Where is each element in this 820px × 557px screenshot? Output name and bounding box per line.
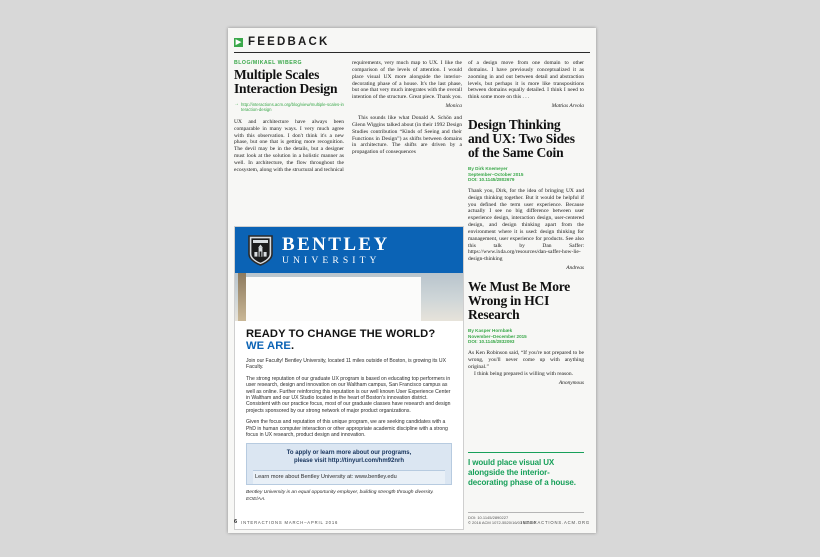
- pullquote-block: [468, 452, 584, 489]
- advertisement-bentley[interactable]: [234, 226, 464, 530]
- letter-body: This sounds like what Donald A. Schön and Glenn Wiggins talked about (in their 1992 Design Studies contribution “Kinds of Seeing and their Functions in Design”) as shifts between domains in architecture. The shifts are driven by a propagation of consequences: [352, 115, 462, 156]
- column-three: [468, 60, 584, 386]
- ad-headline-secondary: [246, 340, 452, 352]
- ad-headline-primary: READY TO CHANGE THE WORLD?: [246, 328, 436, 340]
- byline-author: By Kasper Hornbæk: [468, 328, 513, 334]
- byline-doi: DOI: 10.1145/2832093: [468, 339, 515, 345]
- page-title: FEEDBACK: [248, 36, 330, 48]
- article-link[interactable]: [234, 102, 344, 113]
- ad-logo-band: [235, 227, 463, 273]
- ad-copy: [235, 321, 463, 503]
- ad-wordmark: [282, 235, 390, 266]
- byline-doi: DOI: 10.1145/2802679: [468, 177, 515, 183]
- bentley-shield-icon: [248, 235, 273, 266]
- folio: [234, 519, 338, 525]
- footer-right-text: INTERACTIONS.ACM.ORG: [520, 519, 590, 525]
- letter-signature: Monica: [445, 103, 462, 110]
- ad-cta-subtext: Learn more about Bentley University at: www.bentley.edu: [253, 470, 445, 484]
- letter-signature: Mattias Arvola: [551, 103, 584, 110]
- article-headline: Multiple Scales Interaction Design: [234, 67, 338, 96]
- column-one: [234, 60, 344, 174]
- byline-date: November–December 2015: [468, 333, 527, 339]
- letter-signature: Anonymous: [558, 380, 584, 387]
- article-headline: Design Thinking and UX: Two Sides of the Same Coin: [468, 117, 575, 161]
- article-byline: [468, 328, 584, 345]
- section-masthead: [234, 36, 590, 53]
- ad-cta-line-1: To apply or learn more about our programs,: [286, 450, 412, 457]
- letter-body: I think being prepared is willing with reason.: [474, 371, 573, 378]
- ad-photo-edge: [238, 273, 246, 321]
- letter-body: Thank you, Dirk, for the idea of bringing UX and design thinking together. But it would be helpful if you defined the term user experience. Because actually I see no big difference between user experience design, interaction design, user-centered design, and design thinking apart from the environment where it is used: design thinking for management, user experience for products. See also this talk by Dan Saffer: https://www.ixda.org/resources/dan-saffer-how-lie-design-thinking: [468, 187, 584, 263]
- letter-signature: Andreas: [566, 265, 584, 272]
- letter-body: As Ken Robinson said, “If you're not prepared to be wrong, you'll never come up with anything original.”: [468, 349, 584, 370]
- ad-photo: [235, 273, 463, 321]
- page-number: 6: [234, 519, 238, 525]
- arrow-right-icon: →: [234, 101, 239, 107]
- article-kicker: BLOG/MIKAEL WIBERG: [234, 60, 302, 66]
- ad-logo-sub: UNIVERSITY: [282, 254, 381, 266]
- doi-text: DOI: 10.1145/2890227: [468, 512, 584, 520]
- byline-date: September–October 2015: [468, 171, 524, 177]
- magazine-page: [228, 28, 596, 533]
- ad-headline-secondary-text: WE ARE: [246, 340, 291, 352]
- ad-paragraph: The strong reputation of our graduate UX program is based on educating top performers in user research, design and innovation on our Waltham campus, San Francisco campus as well as online. Further reinforcing this reputation is our well known User Experience Center in Waltham and our UX Studio located in the heart of Boston's innovation district. Consistent with our practice focus, most of our graduate classes have research and design projects sponsored by our strong network of major product organizations.: [246, 375, 451, 414]
- letter-body: requirements, very much map to UX. I like the comparison of the levels of attention. I would place visual UX more alongside the interior-decorating phase of a house. It's the last phase, but one that very much integrates with the overall intention of the structure. Great piece. Thank you.: [352, 60, 462, 101]
- letter-body: UX and architecture have always been comparable in many ways. I very much agree with this observation. I don't think it's a new phase, but one that is getting more recognition. The devil may be in the details, but a designer must look at the solution in a holistic manner as well. In architecture, the flow throughout the ecosystem, along with the structural and technical: [234, 118, 344, 173]
- footer-left-text: INTERACTIONS MARCH–APRIL 2016: [241, 519, 339, 525]
- article-url-text: http://interactions.acm.org/blog/view/multiple-scales-interaction-design: [241, 102, 344, 113]
- ad-logo-name: BENTLEY: [282, 233, 390, 255]
- column-two: [352, 60, 462, 156]
- ad-cta-line-2: please visit http://tinyurl.com/hm92nrh: [293, 458, 405, 465]
- copyright-text: © 2016 ACM 1072-5520/16/03 $15.00: [468, 520, 536, 526]
- byline-author: By Dirk Knemeyer: [468, 166, 508, 172]
- ad-cta-box[interactable]: [246, 443, 452, 485]
- pull-quote: I would place visual UX alongside the interior-decorating phase of a house.: [468, 458, 576, 488]
- ad-paragraph: Given the focus and reputation of this unique program, we are seeking candidates with a PhD in human computer interaction or other appropriate academic discipline with a strong focus in UX research, product design and innovation.: [246, 419, 448, 439]
- ad-paragraph: Join our Faculty! Bentley University, located 11 miles outside of Boston, is growing its UX Faculty.: [246, 358, 446, 371]
- page-footer: [234, 519, 590, 525]
- ad-photo-fill: [246, 277, 421, 321]
- feedback-arrow-icon: ▶: [235, 38, 242, 46]
- divider: [468, 452, 584, 453]
- ad-legal-text: Bentley University is an equal opportunity employer, building strength through diversity. EOE/AA.: [246, 490, 434, 502]
- article-headline: We Must Be More Wrong in HCI Research: [468, 279, 571, 323]
- ad-headline-period: .: [290, 340, 295, 352]
- article-byline: [468, 166, 584, 183]
- letter-body: of a design move from one domain to other domains. I have previously conceptualized it as zooming in and out between detail and abstraction levels, but perhaps it is more like transpositions between domains equally detailed. I think I need to think some more on this . . .: [468, 60, 584, 101]
